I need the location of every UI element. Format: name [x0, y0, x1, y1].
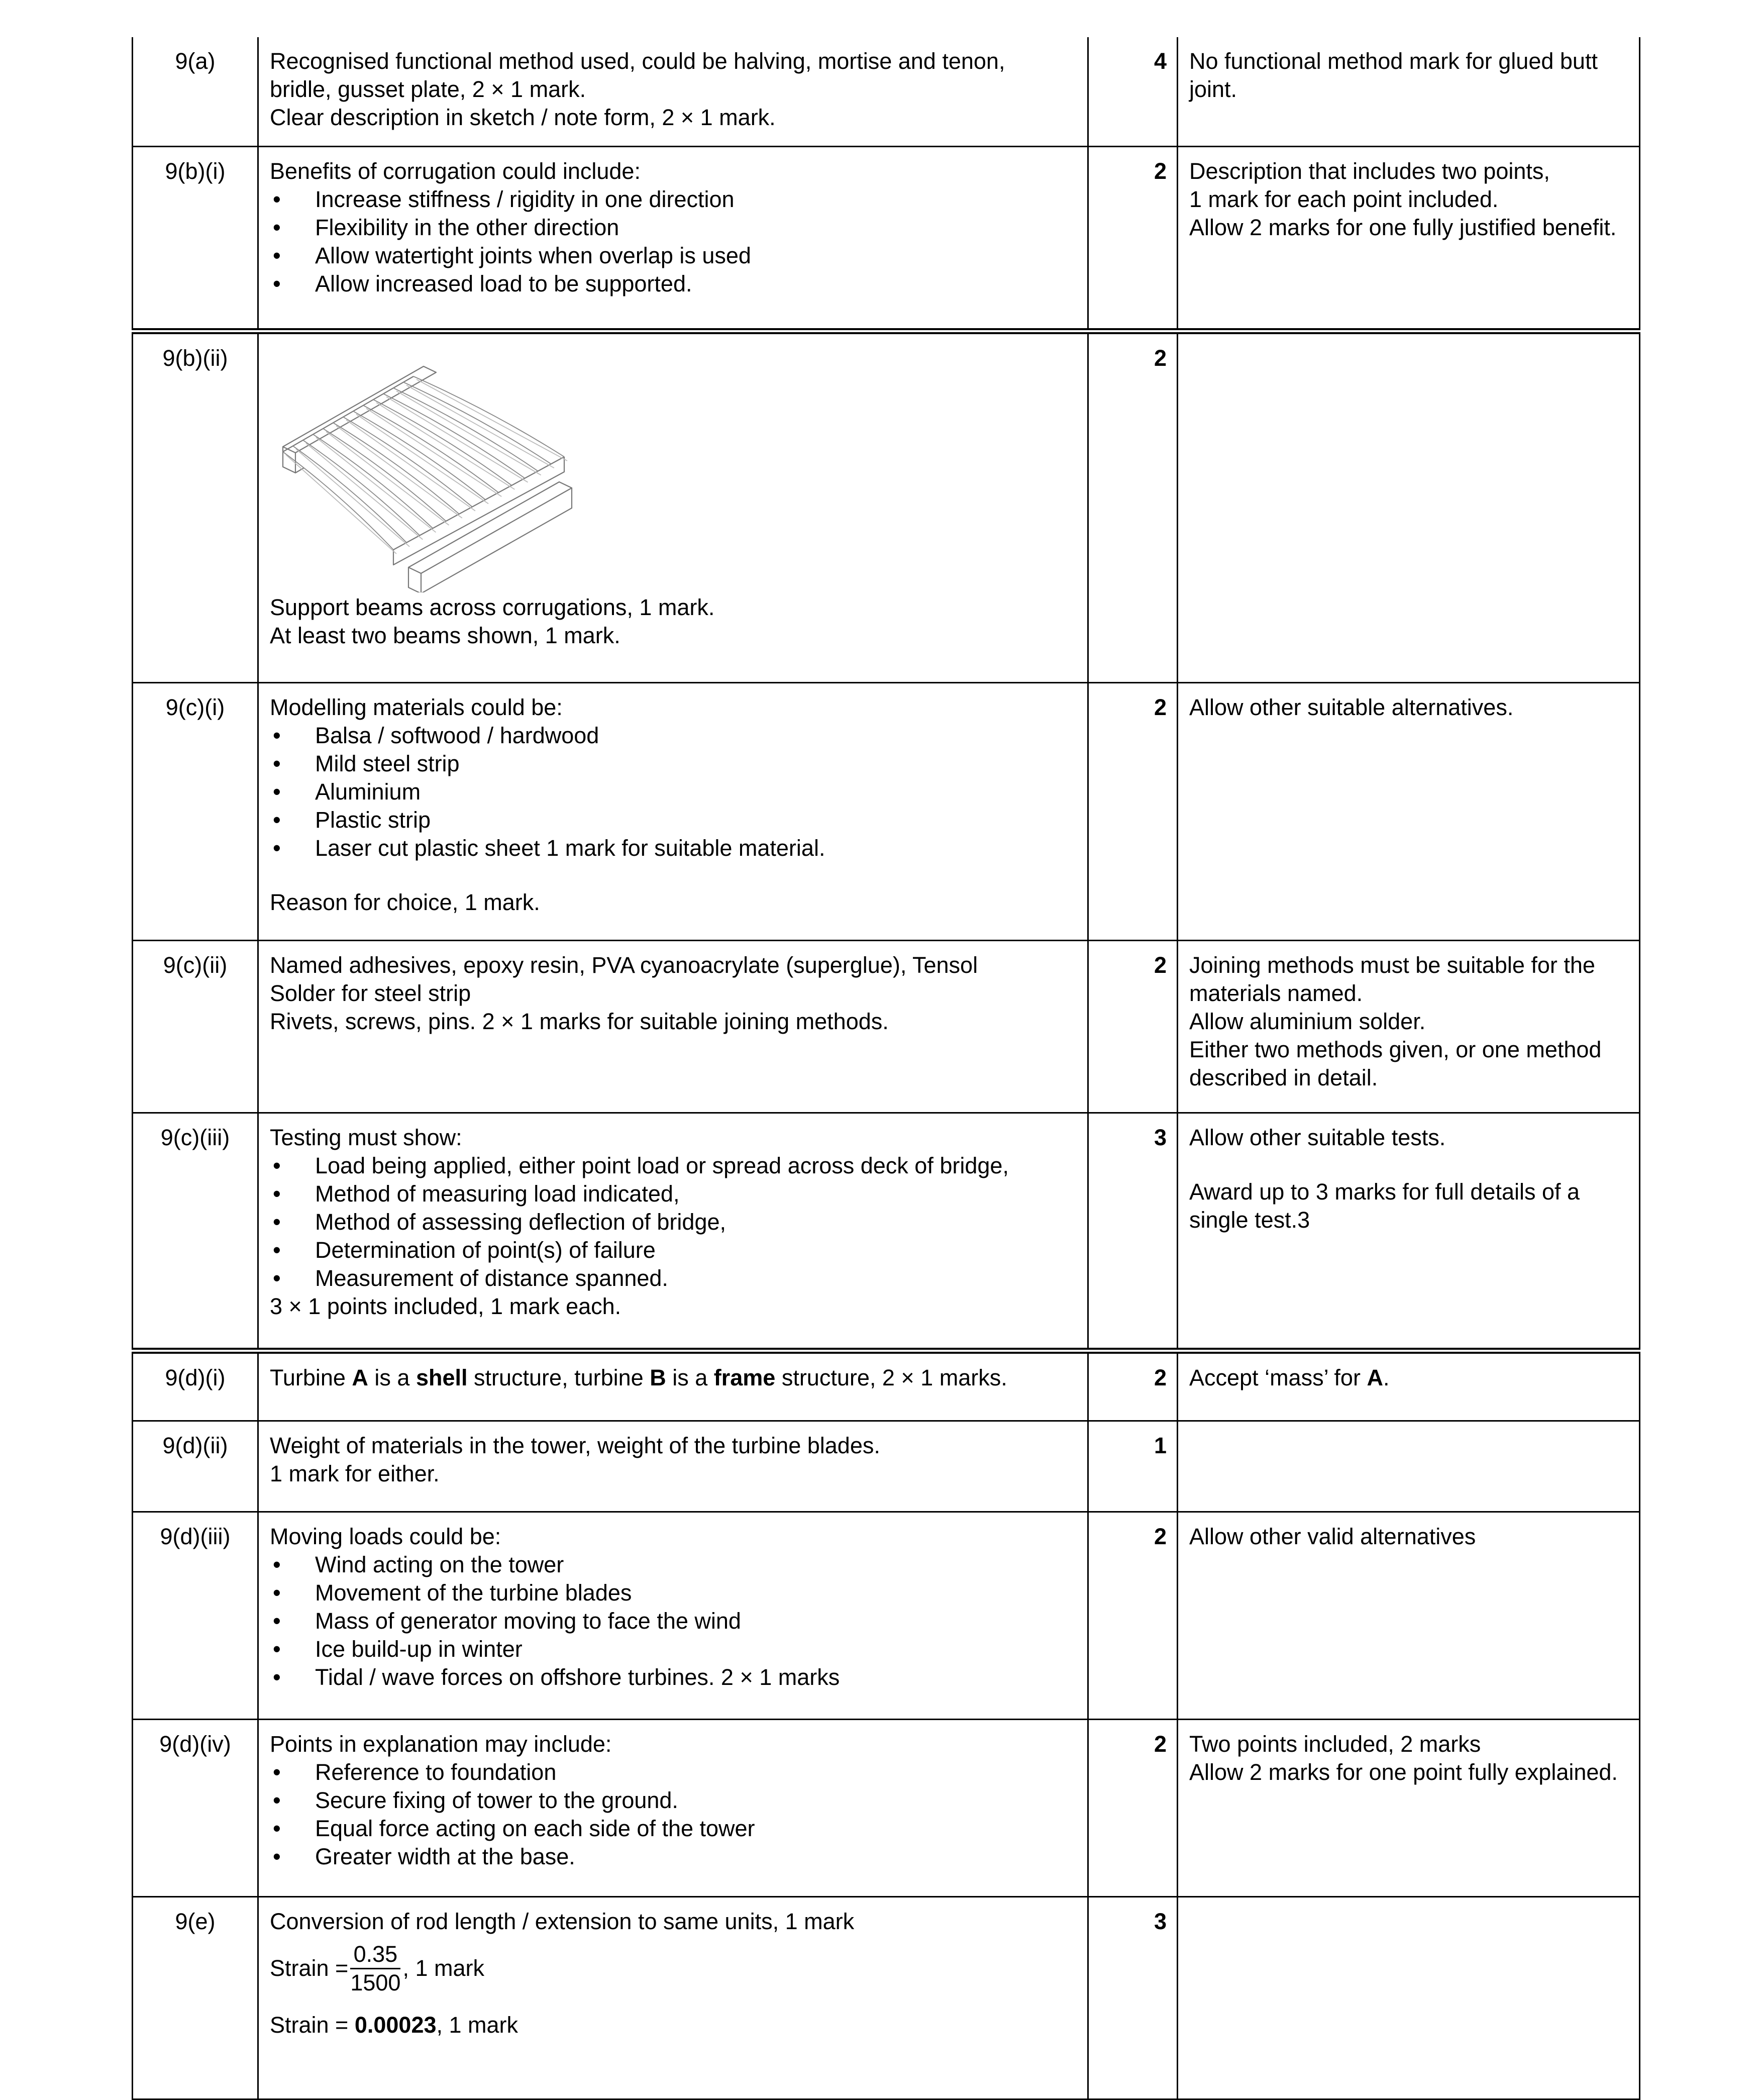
list-item: • Equal force acting on each side of the tower — [270, 1815, 1076, 1843]
guidance-cell — [1178, 147, 1640, 332]
guidance-cell — [1178, 37, 1640, 147]
question-number: 9(b)(i) — [133, 147, 258, 332]
guidance-line: Award up to 3 marks for full details of a — [1189, 1179, 1580, 1205]
guidance-cell — [1178, 683, 1640, 941]
guidance-line: Allow other suitable tests. — [1189, 1125, 1446, 1150]
list-item: • Method of assessing deflection of bridge, — [270, 1208, 1076, 1236]
answer-line: Conversion of rod length / extension to same units, 1 mark — [270, 1909, 855, 1934]
list-item: • Flexibility in the other direction — [270, 214, 1076, 242]
list-item: • Wind acting on the tower — [270, 1551, 1076, 1579]
list-item: • Balsa / softwood / hardwood — [270, 722, 1076, 750]
answer-cell — [258, 683, 1088, 941]
table-row — [133, 683, 1640, 941]
guidance-text: . — [1383, 1365, 1390, 1390]
turbine-a-label: A — [352, 1365, 368, 1390]
strain-result-label: Strain = — [270, 2012, 355, 2038]
question-number: 9(a) — [133, 37, 258, 147]
bullet-list — [270, 722, 1076, 862]
list-item: • Mild steel strip — [270, 750, 1076, 778]
guidance-cell — [1178, 1351, 1640, 1421]
shell-term: shell — [416, 1365, 468, 1390]
marks-cell: 2 — [1088, 147, 1178, 332]
table-row — [133, 1351, 1640, 1421]
list-item: • Allow watertight joints when overlap is used — [270, 242, 1076, 270]
bullet-list — [270, 1758, 1076, 1871]
guidance-line: Allow 2 marks for one fully justified benefit. — [1189, 215, 1617, 240]
frame-term: frame — [713, 1365, 776, 1390]
guidance-cell — [1178, 1720, 1640, 1897]
table-row — [133, 1512, 1640, 1720]
table-row — [133, 37, 1640, 147]
guidance-line: Allow 2 marks for one point fully explained. — [1189, 1759, 1618, 1785]
answer-line: Support beams across corrugations, 1 mark. — [270, 594, 715, 620]
strain-result — [270, 2011, 1076, 2039]
answer-cell — [258, 941, 1088, 1113]
question-number: 9(c)(i) — [133, 683, 258, 941]
corrugation-trough — [396, 391, 541, 475]
strain-suffix: , 1 mark — [402, 1955, 484, 1981]
answer-cell — [258, 1720, 1088, 1897]
marks-cell: 2 — [1088, 683, 1178, 941]
guidance-line: Joining methods must be suitable for the — [1189, 952, 1595, 978]
guidance-cell — [1178, 1897, 1640, 2099]
answer-cell — [258, 1421, 1088, 1512]
answer-cell — [258, 1351, 1088, 1421]
table-row — [133, 147, 1640, 332]
answer-line: At least two beams shown, 1 mark. — [270, 623, 620, 648]
answer-line: 3 × 1 points included, 1 mark each. — [270, 1293, 621, 1319]
answer-intro: Modelling materials could be: — [270, 694, 563, 720]
guidance-cell — [1178, 941, 1640, 1113]
answer-line: Reason for choice, 1 mark. — [270, 889, 540, 915]
marks-cell: 4 — [1088, 37, 1178, 147]
answer-cell — [258, 37, 1088, 147]
list-item: • Movement of the turbine blades — [270, 1579, 1076, 1607]
list-item: • Ice build-up in winter — [270, 1635, 1076, 1663]
answer-cell — [258, 1113, 1088, 1351]
list-item: • Aluminium — [270, 778, 1076, 806]
question-number: 9(c)(ii) — [133, 941, 258, 1113]
guidance-bold: A — [1367, 1365, 1383, 1390]
mark-scheme-table — [132, 37, 1640, 2100]
marks-cell: 2 — [1088, 1512, 1178, 1720]
guidance-text: Accept ‘mass’ for — [1189, 1365, 1367, 1390]
answer-text: structure, turbine — [467, 1365, 650, 1390]
list-item: • Allow increased load to be supported. — [270, 270, 1076, 298]
answer-text: is a — [666, 1365, 714, 1390]
list-item: • Measurement of distance spanned. — [270, 1264, 1076, 1292]
question-number: 9(c)(iii) — [133, 1113, 258, 1351]
answer-line: 1 mark for either. — [270, 1461, 440, 1486]
strain-result-suffix: , 1 mark — [436, 2012, 518, 2038]
list-item: • Secure fixing of tower to the ground. — [270, 1786, 1076, 1815]
list-item: • Method of measuring load indicated, — [270, 1180, 1076, 1208]
question-number: 9(e) — [133, 1897, 258, 2099]
marks-cell: 2 — [1088, 331, 1178, 683]
list-item: • Determination of point(s) of failure — [270, 1236, 1076, 1264]
answer-line: Clear description in sketch / note form, 2 × 1 mark. — [270, 105, 776, 130]
answer-line: Named adhesives, epoxy resin, PVA cyanoacrylate (superglue), Tensol — [270, 952, 978, 978]
list-item: • Laser cut plastic sheet 1 mark for suitable material. — [270, 834, 1076, 862]
answer-cell — [258, 1897, 1088, 2099]
answer-text: Turbine — [270, 1365, 352, 1390]
guidance-line: Allow other suitable alternatives. — [1189, 694, 1514, 720]
guidance-line: Allow aluminium solder. — [1189, 1009, 1426, 1034]
guidance-cell — [1178, 1512, 1640, 1720]
answer-text: is a — [368, 1365, 416, 1390]
marks-cell: 2 — [1088, 1720, 1178, 1897]
strain-label: Strain = — [270, 1955, 349, 1981]
list-item: • Plastic strip — [270, 806, 1076, 834]
marks-cell: 2 — [1088, 1351, 1178, 1421]
question-number: 9(d)(iii) — [133, 1512, 258, 1720]
mark-scheme-sheet — [132, 37, 1639, 2100]
marks-cell: 1 — [1088, 1421, 1178, 1512]
fraction-denominator: 1500 — [350, 1969, 401, 1995]
table-row — [133, 1421, 1640, 1512]
bullet-list — [270, 185, 1076, 298]
guidance-line: joint. — [1189, 76, 1237, 102]
answer-text: structure, 2 × 1 marks. — [775, 1365, 1007, 1390]
strain-formula — [270, 1936, 1076, 2001]
guidance-line: 1 mark for each point included. — [1189, 186, 1499, 212]
bullet-list — [270, 1551, 1076, 1691]
list-item: • Tidal / wave forces on offshore turbines. 2 × 1 marks — [270, 1663, 1076, 1691]
corrugation-trough — [326, 432, 449, 525]
marks-cell: 2 — [1088, 941, 1178, 1113]
answer-intro: Testing must show: — [270, 1125, 462, 1150]
table-row — [133, 1897, 1640, 2099]
answer-cell — [258, 1512, 1088, 1720]
guidance-line: Allow other valid alternatives — [1189, 1524, 1476, 1549]
answer-line: Solder for steel strip — [270, 980, 471, 1006]
question-number: 9(d)(i) — [133, 1351, 258, 1421]
question-number: 9(b)(ii) — [133, 331, 258, 683]
answer-cell — [258, 147, 1088, 332]
answer-intro: Benefits of corrugation could include: — [270, 158, 641, 184]
bullet-list — [270, 1152, 1076, 1292]
list-item: • Reference to foundation — [270, 1758, 1076, 1786]
corrugation-trough — [406, 385, 554, 468]
answer-intro: Moving loads could be: — [270, 1524, 501, 1549]
table-row — [133, 941, 1640, 1113]
guidance-cell — [1178, 1113, 1640, 1351]
question-number: 9(d)(ii) — [133, 1421, 258, 1512]
guidance-cell — [1178, 331, 1640, 683]
answer-intro: Points in explanation may include: — [270, 1731, 612, 1757]
marks-cell: 3 — [1088, 1113, 1178, 1351]
list-item: • Greater width at the base. — [270, 1843, 1076, 1871]
table-row — [133, 1720, 1640, 1897]
sketch-area — [270, 344, 1076, 593]
guidance-line: Description that includes two points, — [1189, 158, 1550, 184]
corrugated-sheet-sketch — [273, 356, 625, 592]
guidance-line: No functional method mark for glued butt — [1189, 48, 1598, 74]
corrugation-trough — [386, 397, 528, 482]
turbine-b-label: B — [650, 1365, 666, 1390]
answer-line: Rivets, screws, pins. 2 × 1 marks for suitable joining methods. — [270, 1009, 889, 1034]
answer-cell — [258, 331, 1088, 683]
table-row — [133, 331, 1640, 683]
answer-line: Recognised functional method used, could be halving, mortise and tenon, — [270, 48, 1005, 74]
list-item: • Increase stiffness / rigidity in one direction — [270, 185, 1076, 214]
guidance-line: materials named. — [1189, 980, 1363, 1006]
guidance-line: described in detail. — [1189, 1065, 1378, 1090]
corrugation-trough — [417, 379, 567, 461]
strain-fraction — [350, 1941, 400, 1996]
answer-line: bridle, gusset plate, 2 × 1 mark. — [270, 76, 586, 102]
answer-line: Weight of materials in the tower, weight of the turbine blades. — [270, 1433, 880, 1458]
guidance-cell — [1178, 1421, 1640, 1512]
guidance-line: Either two methods given, or one method — [1189, 1037, 1602, 1062]
guidance-line: single test.3 — [1189, 1207, 1310, 1233]
strain-result-value: 0.00023 — [354, 2012, 437, 2038]
table-row — [133, 1113, 1640, 1351]
guidance-line: Two points included, 2 marks — [1189, 1731, 1481, 1757]
list-item: • Mass of generator moving to face the wind — [270, 1607, 1076, 1635]
list-item: • Load being applied, either point load or spread across deck of bridge, — [270, 1152, 1076, 1180]
marks-cell: 3 — [1088, 1897, 1178, 2099]
question-number: 9(d)(iv) — [133, 1720, 258, 1897]
fraction-numerator: 0.35 — [350, 1941, 400, 1969]
